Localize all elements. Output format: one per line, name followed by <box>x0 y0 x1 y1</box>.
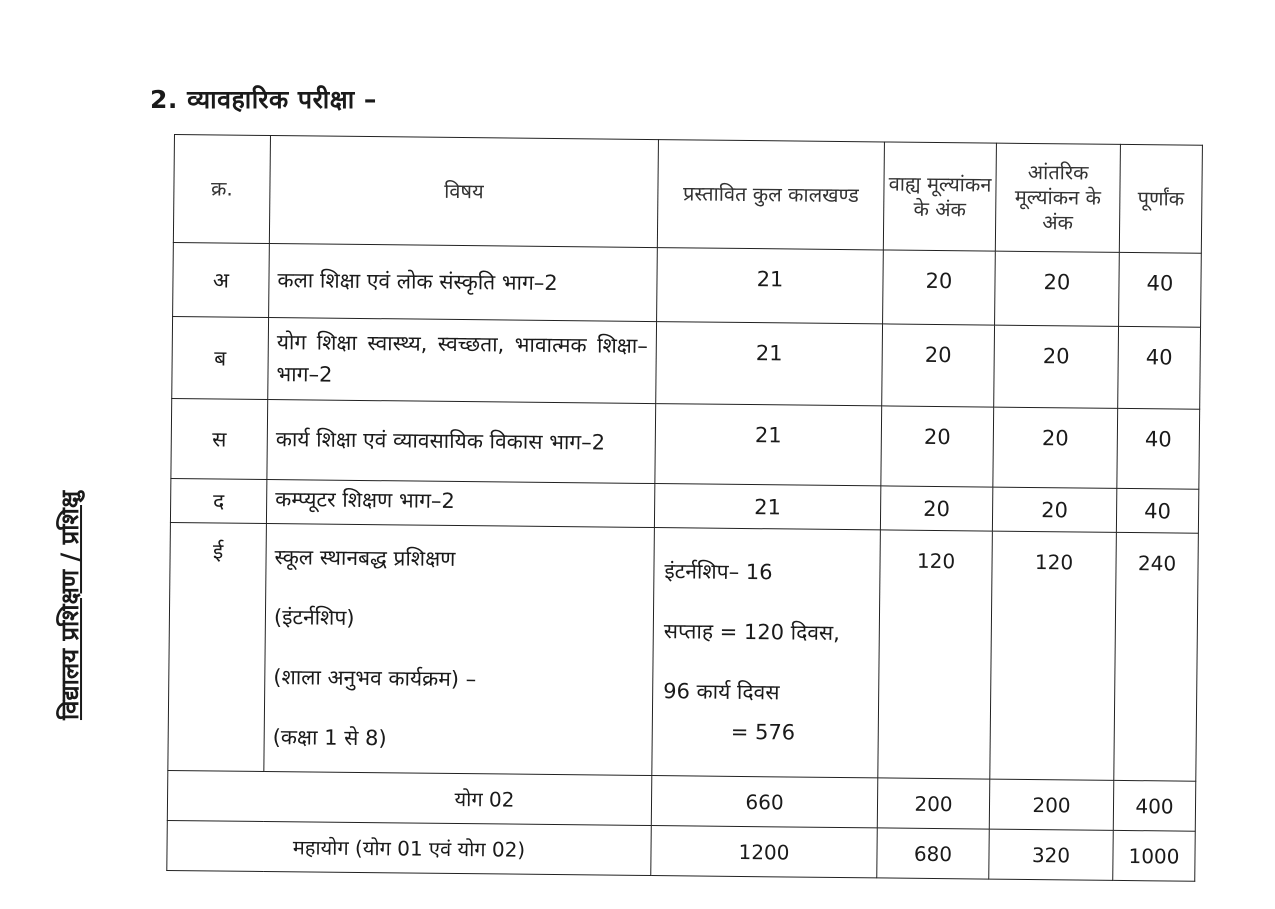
row-subject: योग शिक्षा स्वास्थ्य, स्वच्छता, भावात्मक शिक्षा– भाग–2 <box>268 318 657 404</box>
subtotal-label: योग 02 <box>167 771 651 826</box>
grand-total-total: 1000 <box>1113 831 1196 882</box>
row-subject: कम्प्यूटर शिक्षण भाग–2 <box>266 479 654 527</box>
subtotal-periods: 660 <box>651 776 878 828</box>
grand-total-row <box>167 821 1195 882</box>
row-internal: 20 <box>994 325 1119 408</box>
periods-line: = 576 <box>730 719 796 745</box>
row-internal: 120 <box>990 531 1117 781</box>
row-subject: कला शिक्षा एवं लोक संस्कृति भाग–2 <box>269 244 658 322</box>
grand-total-label: महायोग (योग 01 एवं योग 02) <box>167 821 651 876</box>
header-row <box>173 135 1202 254</box>
row-subject <box>264 523 655 775</box>
header-internal-marks: आंतरिक मूल्यांकन के अंक <box>995 143 1120 252</box>
row-total: 40 <box>1116 488 1198 533</box>
row-periods: 21 <box>655 404 882 486</box>
side-margin-note <box>48 430 92 780</box>
table-row <box>172 316 1201 409</box>
row-total: 40 <box>1118 326 1201 409</box>
row-periods: 21 <box>657 248 884 324</box>
periods-line: इंटर्नशिप– 16 <box>664 559 773 585</box>
side-margin-text: विद्यालय प्रशिक्षण / प्रशिक्षु <box>56 490 85 720</box>
grand-total-periods: 1200 <box>651 826 878 878</box>
grand-total-external: 680 <box>877 828 990 879</box>
row-serial: द <box>170 478 266 523</box>
row-total: 240 <box>1114 532 1199 781</box>
subject-line: (इंटर्नशिप) <box>273 604 355 630</box>
table-row <box>168 522 1199 781</box>
grand-total-internal: 320 <box>989 829 1114 880</box>
row-internal: 20 <box>993 407 1118 488</box>
row-serial: ब <box>172 316 269 399</box>
header-external-marks: वाह्य मूल्यांकन के अंक <box>883 142 996 251</box>
row-internal: 20 <box>995 251 1120 326</box>
subject-line: (कक्षा 1 से 8) <box>272 724 387 750</box>
row-periods: 21 <box>656 322 883 406</box>
header-serial: क्र. <box>173 135 270 244</box>
row-external: 20 <box>883 250 996 325</box>
row-external: 20 <box>880 486 992 531</box>
header-total-marks: पूर्णांक <box>1119 144 1202 253</box>
periods-line: सप्ताह = 120 दिवस, <box>663 619 841 645</box>
subtotal-total: 400 <box>1113 781 1196 832</box>
row-serial: अ <box>173 242 270 317</box>
row-total: 40 <box>1119 252 1202 327</box>
row-periods <box>652 528 881 779</box>
row-external: 20 <box>881 406 994 487</box>
subtotal-external: 200 <box>877 778 990 829</box>
table-row <box>171 398 1200 489</box>
header-periods: प्रस्तावित कुल कालखण्ड <box>657 140 884 250</box>
practical-exam-table <box>166 134 1203 882</box>
subject-line: (शाला अनुभव कार्यक्रम) – <box>273 664 477 691</box>
row-serial: स <box>171 398 268 479</box>
section-heading: 2. व्यावहारिक परीक्षा – <box>150 85 377 114</box>
row-external: 20 <box>882 324 995 407</box>
table-row <box>173 242 1202 327</box>
row-internal: 20 <box>992 487 1116 532</box>
row-total: 40 <box>1117 408 1200 489</box>
subtotal-internal: 200 <box>989 779 1114 830</box>
row-periods: 21 <box>654 484 880 530</box>
periods-line: 96 कार्य दिवस <box>663 678 780 705</box>
header-subject: विषय <box>269 136 658 248</box>
subject-line: स्कूल स्थानबद्ध प्रशिक्षण <box>274 545 456 571</box>
row-subject: कार्य शिक्षा एवं व्यावसायिक विकास भाग–2 <box>267 399 656 483</box>
row-external: 120 <box>878 530 993 780</box>
row-serial: ई <box>168 522 267 771</box>
